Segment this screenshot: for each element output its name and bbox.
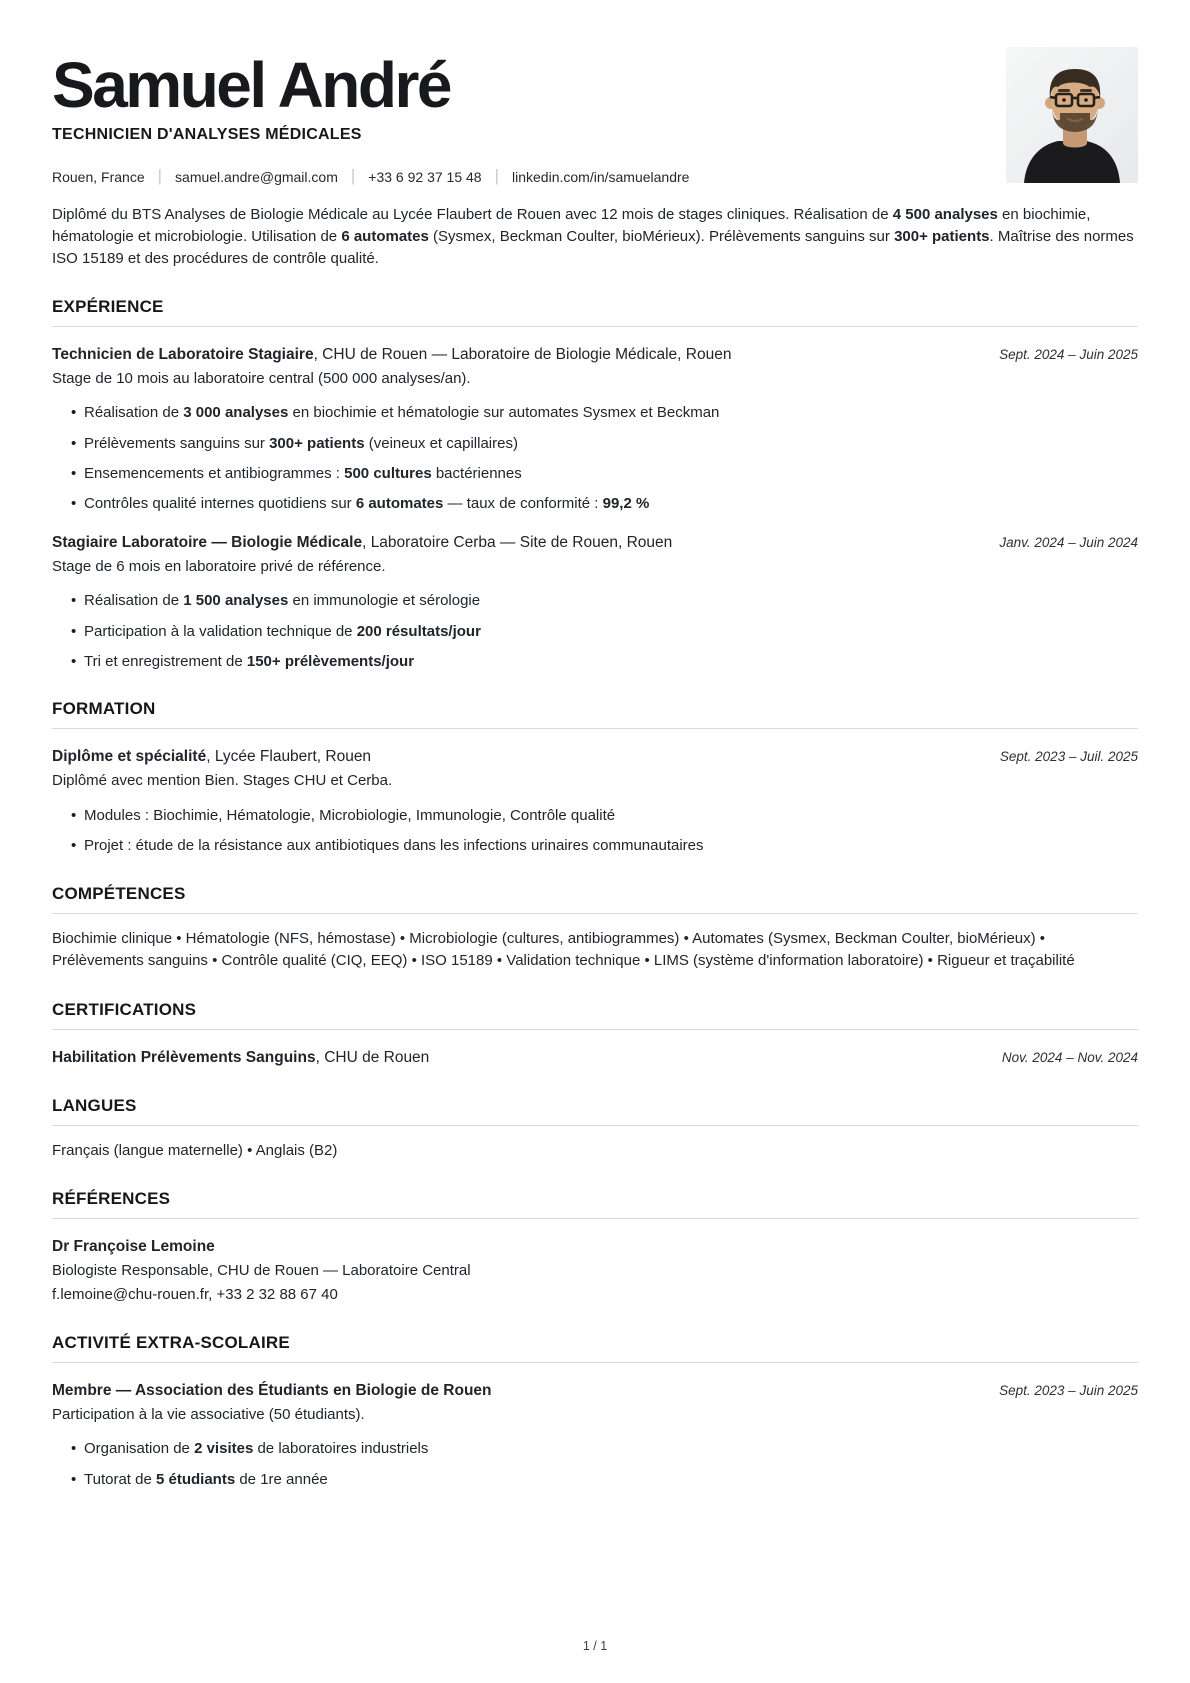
entry-subtitle: Biologiste Responsable, CHU de Rouen — Laboratoire Central [52,1262,471,1280]
section-heading-langues: LANGUES [52,1096,1138,1126]
highlight-bold-text: 4 500 analyses [892,205,998,223]
highlight-bold-text: 1 500 analyses [183,592,289,610]
section-heading-competences: COMPÉTENCES [52,884,1138,914]
entry-date-range: Nov. 2024 – Nov. 2024 [1001,1049,1138,1065]
profile-photo [1006,47,1138,183]
entry [52,1047,1138,1069]
highlight-bold-text: 99,2 % [602,495,650,513]
entry [52,746,1138,856]
highlight-bold-text: 6 automates [341,227,429,245]
competences-text: Biochimie clinique • Hématologie (NFS, hémostase) • Microbiologie (cultures, antibiogrammes) • Automates (Sysmex, Beckman Coulter, bioMérieux) • Prélèvements sanguins • Contrôle qualité (CIQ, EEQ) • ISO 15189 • Validation technique • LIMS (système d'information laboratoire) • Rigueur et traçabilité [52,929,1075,970]
page-number: 1 / 1 [582,1639,608,1653]
bullet-item: • Prélèvements sanguins sur 300+ patients (veineux et capillaires) [71,433,1138,454]
entry-date-range: Sept. 2023 – Juil. 2025 [999,749,1138,765]
highlight-bold-text: 6 automates [355,495,444,513]
entry-subtitle: Diplômé avec mention Bien. Stages CHU et Cerba. [52,772,393,790]
section-langues [52,1096,1138,1163]
highlight-bold-text: Habilitation Prélèvements Sanguins [52,1048,316,1066]
bullet-list [52,590,1138,672]
entry-subtitle: f.lemoine@chu-rouen.fr, +33 2 32 88 67 40 [52,1285,338,1303]
section-heading-activite-extra-scolaire: ACTIVITÉ EXTRA-SCOLAIRE [52,1333,1138,1363]
section-heading-references: RÉFÉRENCES [52,1189,1138,1219]
bullet-item: • Réalisation de 1 500 analyses en immunologie et sérologie [71,590,1138,611]
entry-date-range: Janv. 2024 – Juin 2024 [999,534,1138,550]
entry-title: Habilitation Prélèvements Sanguins, CHU de Rouen [52,1048,430,1066]
entry-title [52,1380,492,1402]
entry [52,532,1138,673]
section-heading-formation: FORMATION [52,699,1138,729]
bullet-item: • Ensemencements et antibiogrammes : 500 cultures bactériennes [71,463,1138,484]
contact-row [52,167,982,187]
highlight-bold-text: 200 résultats/jour [356,622,481,640]
header [52,49,1138,187]
entry-title [52,1236,215,1258]
bullet-item: • Projet : étude de la résistance aux antibiotiques dans les infections urinaires communautaires [71,835,1138,856]
highlight-bold-text: Dr Françoise Lemoine [52,1238,215,1256]
highlight-bold-text: 5 étudiants [155,1470,236,1488]
sections-container [52,270,1138,1490]
highlight-bold-text: 500 cultures [344,465,432,483]
highlight-bold-text: Stagiaire Laboratoire — Biologie Médicale [52,533,363,551]
bullet-list [52,402,1138,514]
entry [52,344,1138,515]
header-text-block [52,49,982,187]
job-title: TECHNICIEN D'ANALYSES MÉDICALES [52,125,362,143]
langues-text: Français (langue maternelle) • Anglais (B2) [52,1141,338,1159]
highlight-bold-text: Technicien de Laboratoire Stagiaire [52,345,314,363]
bullet-item: • Réalisation de 3 000 analyses en biochimie et hématologie sur automates Sysmex et Beckman [71,402,1138,423]
bullet-item: • Participation à la validation technique de 200 résultats/jour [71,621,1138,642]
highlight-bold-text: Membre — Association des Étudiants en Biologie de Rouen [52,1381,492,1399]
entry [52,1380,1138,1490]
section-references [52,1189,1138,1306]
bullet-item: • Modules : Biochimie, Hématologie, Microbiologie, Immunologie, Contrôle qualité [71,805,1138,826]
bullet-item: • Tri et enregistrement de 150+ prélèvements/jour [71,651,1138,672]
summary-paragraph: Diplômé du BTS Analyses de Biologie Médicale au Lycée Flaubert de Rouen avec 12 mois de stages cliniques. Réalisation de 4 500 analyses en biochimie, hématologie et microbiologie. Utilisation de 6 automates (Sysmex, Beckman Coulter, bioMérieux). Prélèvements sanguins sur 300+ patients. Maîtrise des normes ISO 15189 et des procédures de contrôle qualité. [52,205,1134,267]
highlight-bold-text: 150+ prélèvements/jour [246,652,415,670]
contact-email[interactable]: samuel.andre@gmail.com [175,168,338,185]
entry-subtitle: Stage de 6 mois en laboratoire privé de référence. [52,557,386,575]
entry-title: Stagiaire Laboratoire — Biologie Médicale, Laboratoire Cerba — Site de Rouen, Rouen [52,533,673,551]
entry [52,1236,1138,1306]
highlight-bold-text: 2 visites [194,1440,254,1458]
entry-title: Diplôme et spécialité, Lycée Flaubert, Rouen [52,748,372,766]
section-certifications [52,1000,1138,1069]
entry-header [52,1236,1138,1258]
bullet-item: • Organisation de 2 visites de laboratoires industriels [71,1438,1138,1459]
profile-photo-image [1006,47,1138,183]
entry-title: Technicien de Laboratoire Stagiaire, CHU de Rouen — Laboratoire de Biologie Médicale, Rouen [52,345,732,363]
entry-header [52,746,1138,768]
section-heading-experience: EXPÉRIENCE [52,297,1138,327]
section-formation [52,699,1138,856]
person-name: Samuel André [52,49,450,121]
entry-subtitle: Participation à la vie associative (50 étudiants). [52,1405,365,1423]
contact-separator: | [494,165,499,185]
section-activite-extra-scolaire [52,1333,1138,1490]
entry-subtitle: Stage de 10 mois au laboratoire central (500 000 analyses/an). [52,369,471,387]
highlight-bold-text: 3 000 analyses [183,404,289,422]
bullet-item: • Contrôles qualité internes quotidiens sur 6 automates — taux de conformité : 99,2 % [71,493,1138,514]
entry-header [52,1047,1138,1069]
entry-header [52,1380,1138,1402]
section-heading-certifications: CERTIFICATIONS [52,1000,1138,1030]
highlight-bold-text: 300+ patients [269,434,365,452]
bullet-list [52,805,1138,857]
entry-header [52,344,1138,366]
entry-date-range: Sept. 2023 – Juin 2025 [999,1382,1138,1398]
section-experience [52,297,1138,673]
highlight-bold-text: 300+ patients [894,227,990,245]
entry-date-range: Sept. 2024 – Juin 2025 [999,346,1138,362]
bullet-list [52,1438,1138,1490]
contact-linkedin[interactable]: linkedin.com/in/samuelandre [512,168,690,185]
contact-separator: | [157,165,163,185]
section-competences [52,884,1138,973]
bullet-item: • Tutorat de 5 étudiants de 1re année [71,1469,1138,1490]
contact-location: Rouen, France [52,168,145,185]
contact-separator: | [350,165,356,185]
entry-header [52,532,1138,554]
highlight-bold-text: Diplôme et spécialité [52,748,207,766]
contact-phone[interactable]: +33 6 92 37 15 48 [368,168,482,185]
